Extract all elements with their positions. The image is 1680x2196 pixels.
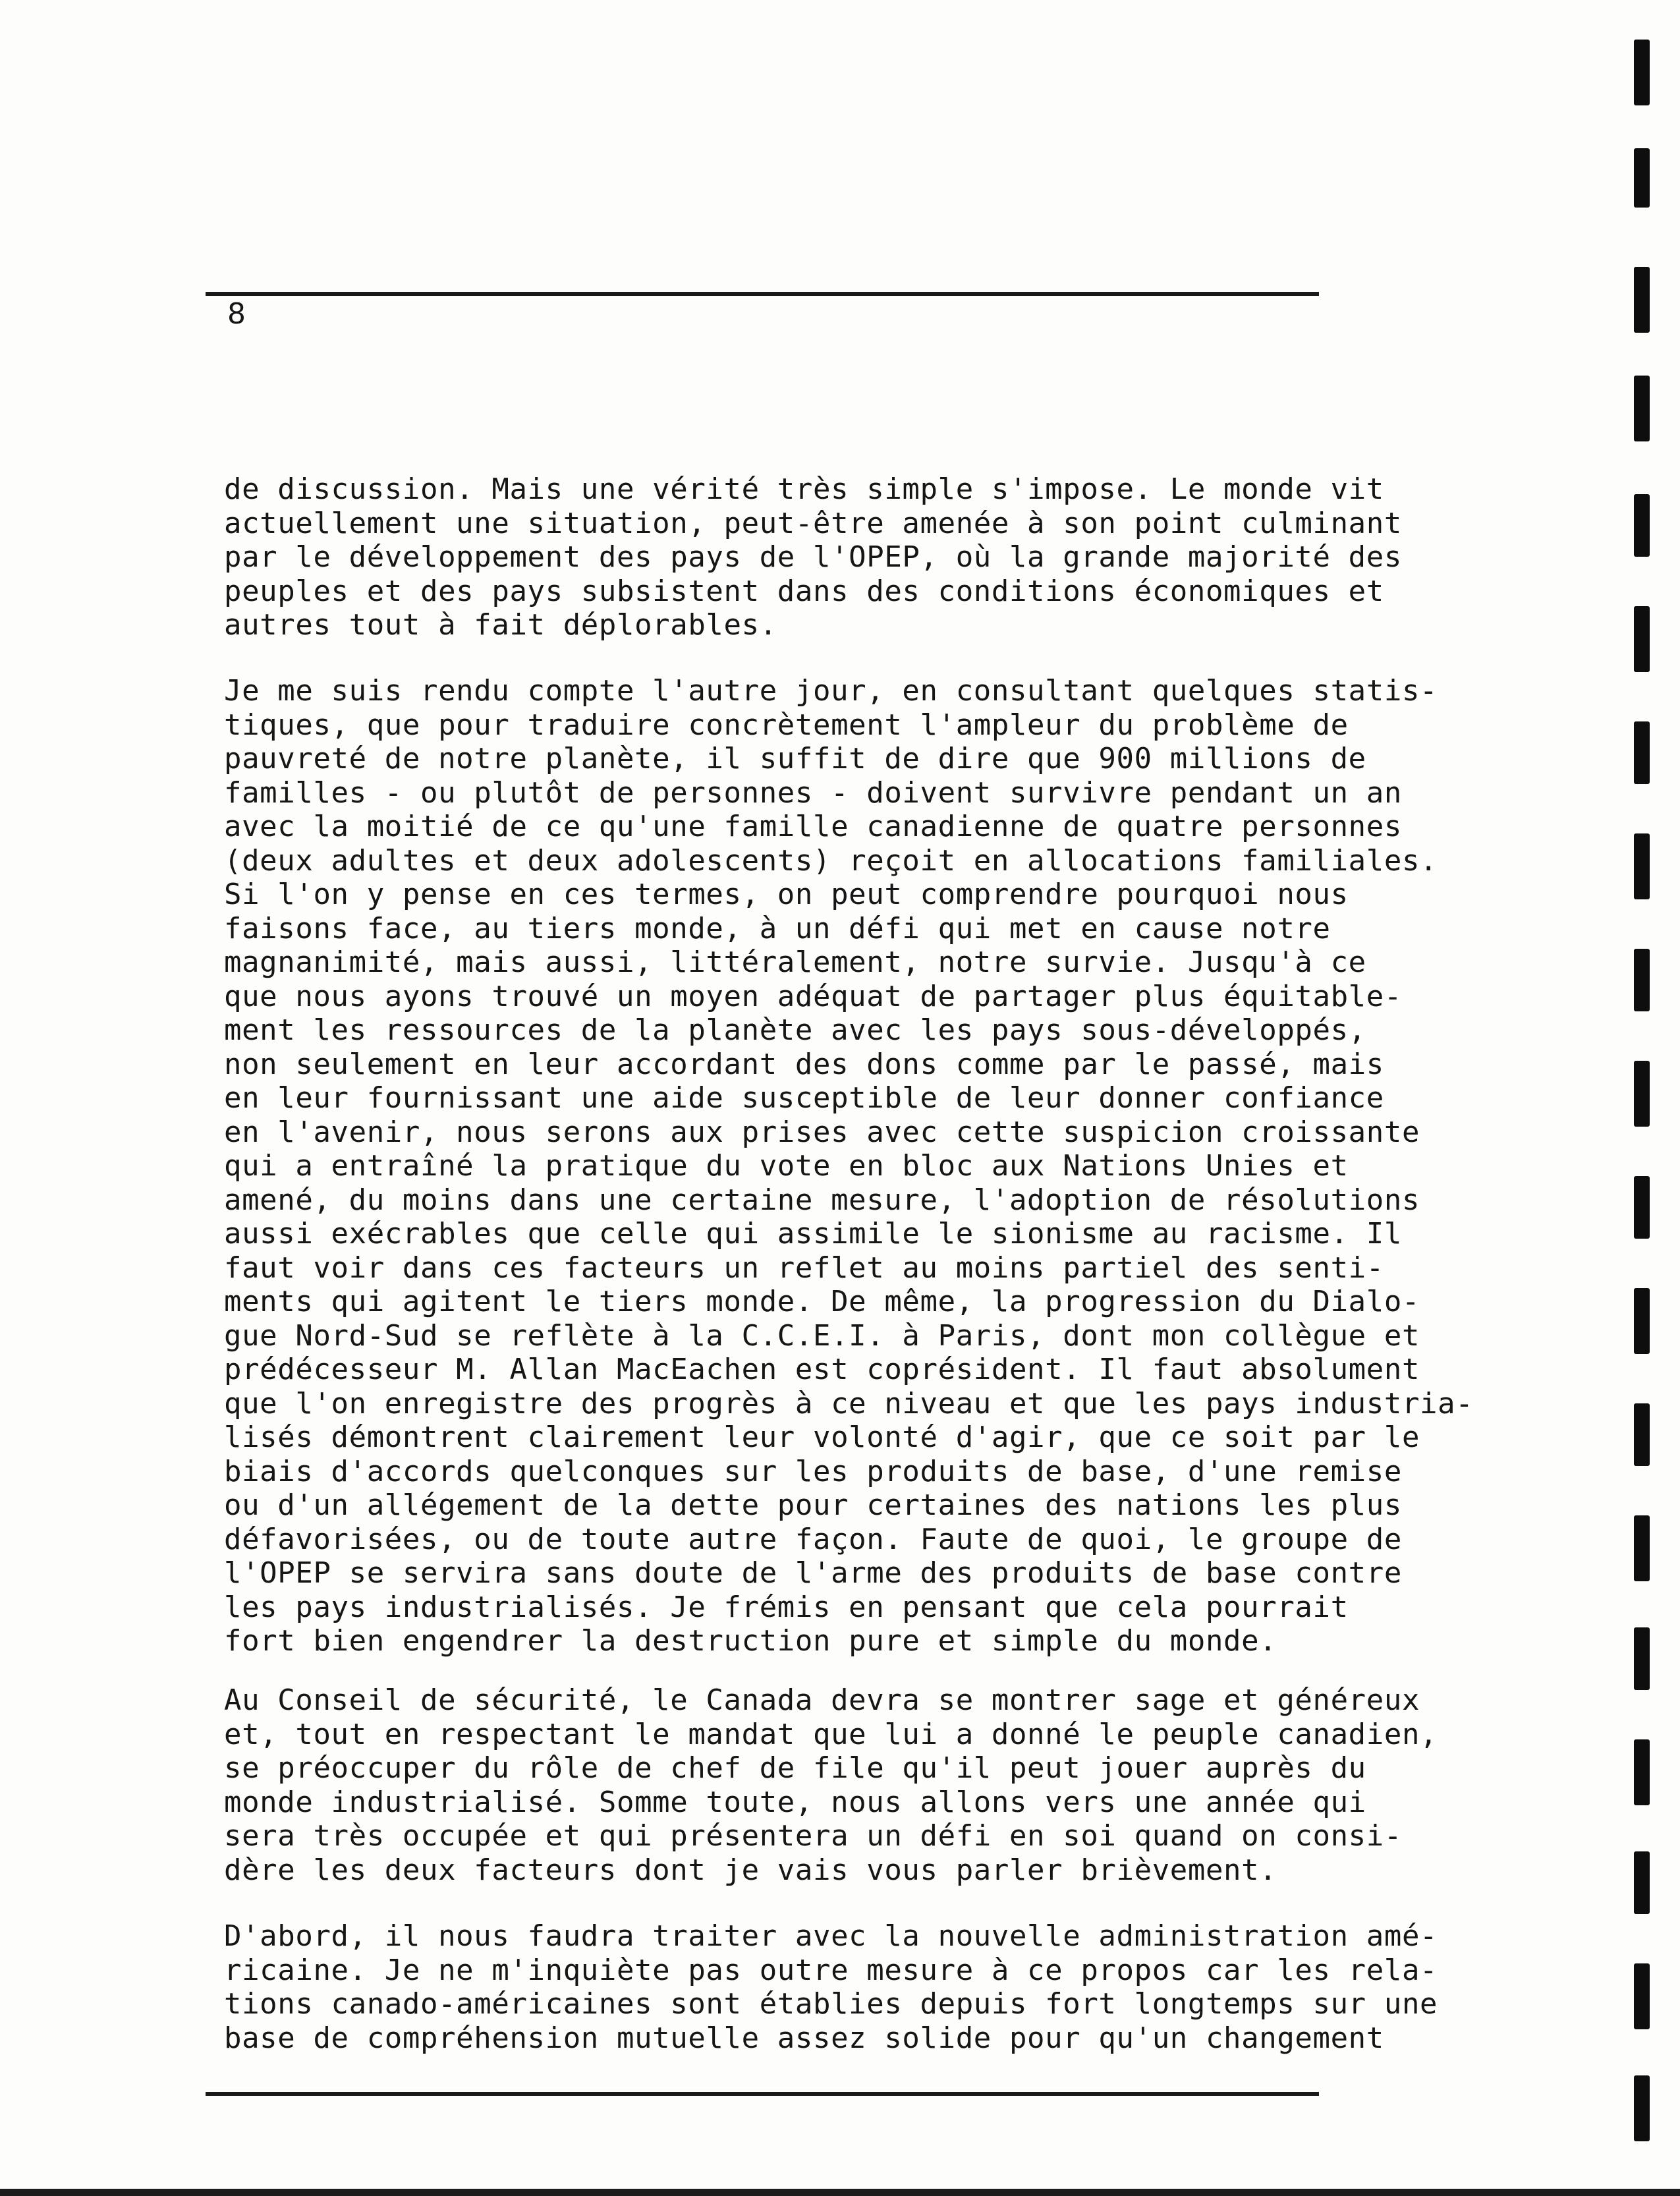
text-line: faisons face, au tiers monde, à un défi qui met en cause notre xyxy=(224,911,1331,945)
binding-mark xyxy=(1634,267,1650,333)
text-line: se préoccuper du rôle de chef de file qu'il peut jouer auprès du xyxy=(224,1751,1366,1785)
text-line: ment les ressources de la planète avec les pays sous-développés, xyxy=(224,1013,1366,1047)
text-line: ou d'un allégement de la dette pour certaines des nations les plus xyxy=(224,1488,1402,1522)
binding-mark xyxy=(1634,1963,1650,2029)
text-line: faut voir dans ces facteurs un reflet au moins partiel des senti- xyxy=(224,1251,1384,1285)
page-number: 8 xyxy=(227,297,246,331)
text-line: en leur fournissant une aide susceptible de leur donner confiance xyxy=(224,1081,1384,1115)
text-line: ments qui agitent le tiers monde. De même, la progression du Dialo- xyxy=(224,1285,1420,1318)
text-line: lisés démontrent clairement leur volonté d'agir, que ce soit par le xyxy=(224,1421,1420,1454)
text-line: de discussion. Mais une vérité très simple s'impose. Le monde vit xyxy=(224,472,1384,506)
text-line: D'abord, il nous faudra traiter avec la nouvelle administration amé- xyxy=(224,1919,1438,1953)
binding-mark xyxy=(1634,494,1650,557)
binding-mark xyxy=(1634,606,1650,672)
text-line: aussi exécrables que celle qui assimile le sionisme au racisme. Il xyxy=(224,1217,1402,1251)
text-line: l'OPEP se servira sans doute de l'arme des produits de base contre xyxy=(224,1556,1402,1590)
text-line: familles - ou plutôt de personnes - doivent survivre pendant un an xyxy=(224,775,1402,810)
text-line: qui a entraîné la pratique du vote en bloc aux Nations Unies et xyxy=(224,1149,1349,1183)
binding-mark xyxy=(1634,949,1650,1011)
text-line: sera très occupée et qui présentera un défi en soi quand on consi- xyxy=(224,1819,1402,1853)
text-line: actuellement une situation, peut-être amenée à son point culminant xyxy=(224,506,1402,540)
binding-mark xyxy=(1634,1176,1650,1239)
text-line: tiques, que pour traduire concrètement l'ampleur du problème de xyxy=(224,708,1349,742)
text-line: (deux adultes et deux adolescents) reçoit en allocations familiales. xyxy=(224,843,1438,878)
binding-mark xyxy=(1634,1627,1650,1690)
text-line: Au Conseil de sécurité, le Canada devra se montrer sage et généreux xyxy=(224,1683,1420,1717)
text-line: prédécesseur M. Allan MacEachen est coprésident. Il faut absolument xyxy=(224,1353,1420,1386)
binding-mark xyxy=(1634,1288,1650,1354)
text-line: et, tout en respectant le mandat que lui a donné le peuple canadien, xyxy=(224,1717,1438,1751)
text-line: défavorisées, ou de toute autre façon. Faute de quoi, le groupe de xyxy=(224,1522,1402,1556)
binding-mark xyxy=(1634,1739,1650,1805)
scan-edge xyxy=(0,2189,1680,2196)
binding-mark xyxy=(1634,721,1650,784)
binding-mark xyxy=(1634,376,1650,441)
text-line: Si l'on y pense en ces termes, on peut comprendre pourquoi nous xyxy=(224,878,1349,911)
text-line: dère les deux facteurs dont je vais vous parler brièvement. xyxy=(224,1853,1277,1887)
text-line: biais d'accords quelconques sur les produits de base, d'une remise xyxy=(224,1454,1402,1488)
text-line: magnanimité, mais aussi, littéralement, notre survie. Jusqu'à ce xyxy=(224,945,1366,979)
footer-rule xyxy=(206,2092,1319,2096)
text-line: ricaine. Je ne m'inquiète pas outre mesure à ce propos car les rela- xyxy=(224,1953,1438,1987)
text-line: base de compréhension mutuelle assez solide pour qu'un changement xyxy=(224,2021,1384,2055)
text-line: que l'on enregistre des progrès à ce niveau et que les pays industria- xyxy=(224,1386,1474,1421)
text-line: peuples et des pays subsistent dans des conditions économiques et xyxy=(224,574,1384,608)
text-line: monde industrialisé. Somme toute, nous allons vers une année qui xyxy=(224,1785,1366,1819)
text-line: amené, du moins dans une certaine mesure, l'adoption de résolutions xyxy=(224,1183,1420,1217)
binding-mark xyxy=(1634,2075,1650,2141)
text-line: que nous ayons trouvé un moyen adéquat de partager plus équitable- xyxy=(224,979,1402,1013)
text-line: gue Nord-Sud se reflète à la C.C.E.I. à Paris, dont mon collègue et xyxy=(224,1318,1420,1353)
text-line: tions canado-américaines sont établies depuis fort longtemps sur une xyxy=(224,1987,1438,2021)
binding-mark xyxy=(1634,40,1650,105)
text-line: pauvreté de notre planète, il suffit de dire que 900 millions de xyxy=(224,742,1366,775)
text-line: autres tout à fait déplorables. xyxy=(224,608,777,642)
binding-mark xyxy=(1634,1851,1650,1914)
text-line: non seulement en leur accordant des dons comme par le passé, mais xyxy=(224,1047,1384,1081)
text-line: avec la moitié de ce qu'une famille canadienne de quatre personnes xyxy=(224,810,1402,843)
text-line: Je me suis rendu compte l'autre jour, en consultant quelques statis- xyxy=(224,674,1438,708)
paragraph-3 xyxy=(224,1683,1438,1887)
text-line: les pays industrialisés. Je frémis en pensant que cela pourrait xyxy=(224,1590,1349,1624)
binding-mark xyxy=(1634,148,1650,208)
text-line: fort bien engendrer la destruction pure et simple du monde. xyxy=(224,1624,1277,1658)
paragraph-4 xyxy=(224,1919,1438,2055)
text-line: par le développement des pays de l'OPEP, où la grande majorité des xyxy=(224,540,1402,574)
binding-mark xyxy=(1634,1403,1650,1466)
paragraph-2 xyxy=(224,674,1474,1658)
header-rule xyxy=(206,292,1319,296)
text-line: en l'avenir, nous serons aux prises avec cette suspicion croissante xyxy=(224,1115,1420,1149)
binding-mark xyxy=(1634,1061,1650,1127)
binding-mark xyxy=(1634,833,1650,899)
binding-mark xyxy=(1634,1515,1650,1581)
paragraph-1 xyxy=(224,472,1402,642)
